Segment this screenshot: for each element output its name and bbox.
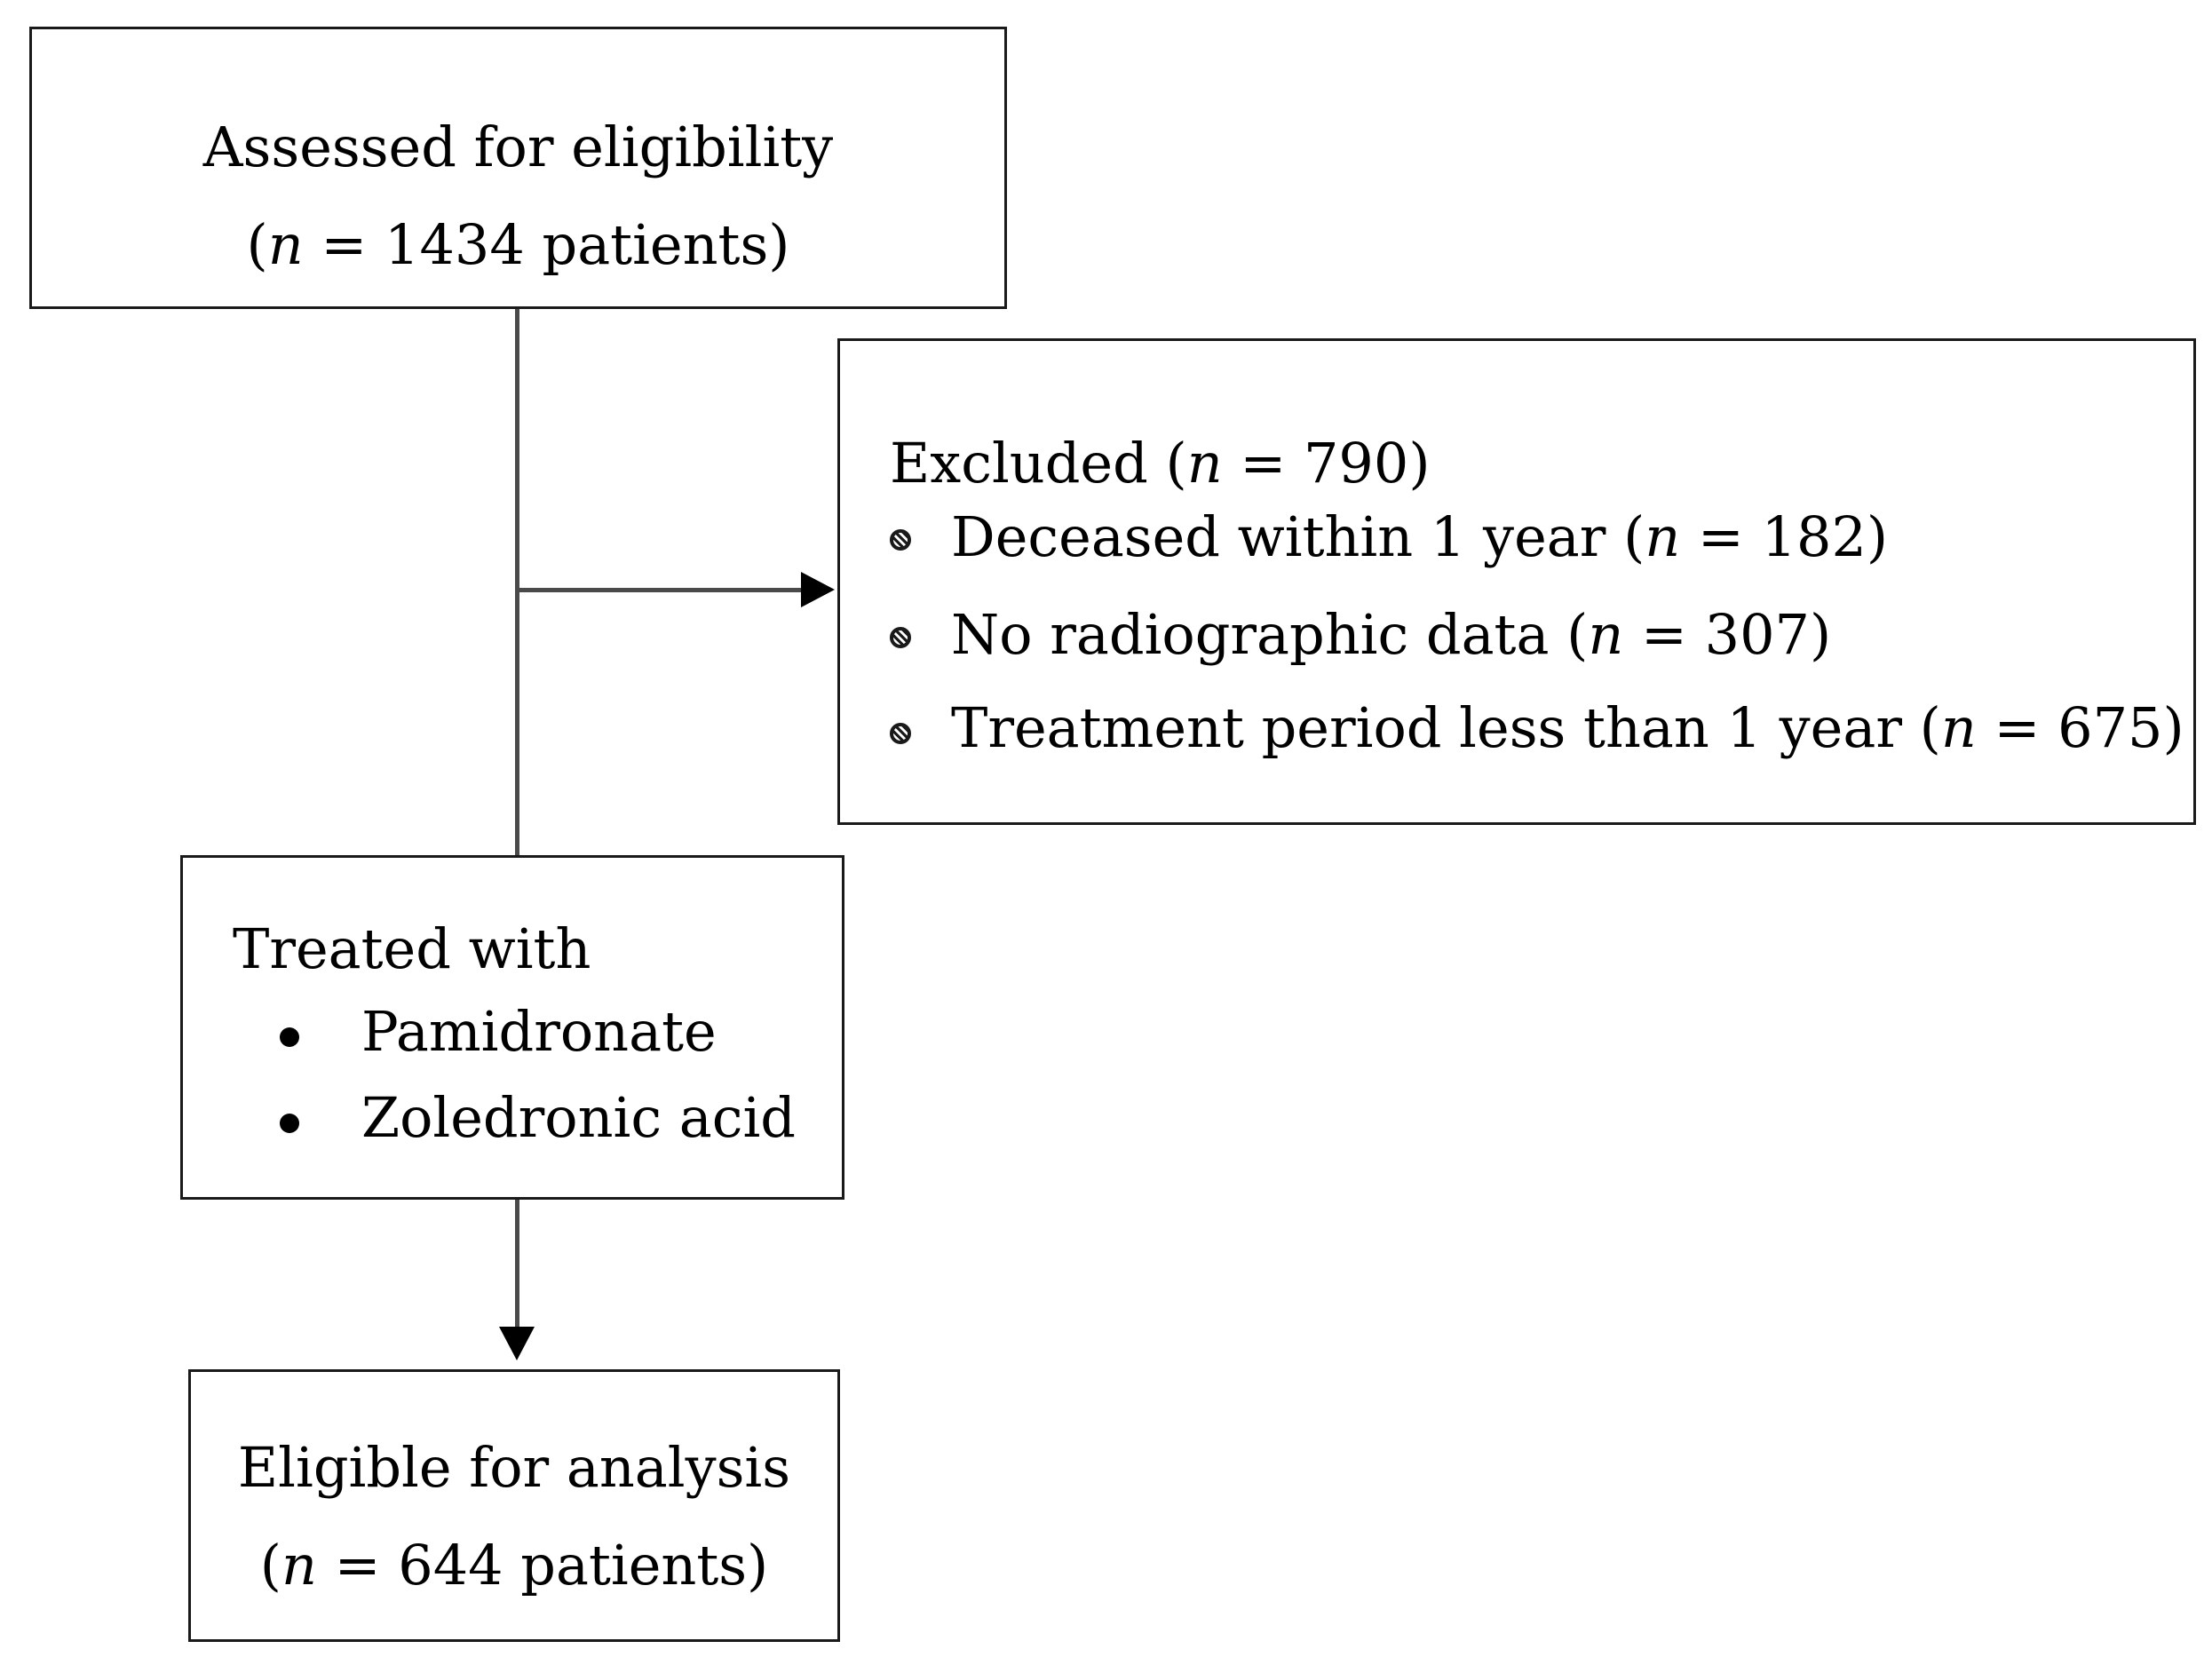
eligible-arrowhead: [499, 1327, 535, 1360]
excluded-item-rest: = 182): [1680, 504, 1889, 569]
assessed-count-rest: = 1434 patients): [303, 212, 790, 277]
excluded-item: [951, 504, 1889, 569]
bullet-icon: [280, 1027, 299, 1047]
assessed-box: [29, 27, 1007, 309]
n-symbol: n: [1645, 504, 1681, 569]
n-symbol: n: [1940, 695, 1977, 760]
excluded-item: [951, 602, 1832, 667]
n-symbol: n: [1186, 431, 1223, 496]
excluded-title-label: Excluded (: [890, 431, 1187, 496]
excluded-item: [951, 695, 2184, 760]
excluded-item-rest: = 675): [1976, 695, 2184, 760]
excluded-item-label: Deceased within 1 year (: [951, 504, 1645, 569]
treated-box: [180, 855, 844, 1200]
eligible-box: [188, 1369, 840, 1642]
eligible-count-rest: = 644 patients): [316, 1533, 769, 1598]
treatment-item: Pamidronate: [361, 999, 717, 1064]
excluded-box: [837, 338, 2196, 825]
hatched-bullet-icon: [890, 723, 911, 744]
n-symbol: n: [1588, 602, 1624, 667]
assessed-label: Assessed for eligibility: [202, 115, 834, 179]
lower-vertical-connector: [515, 1197, 519, 1328]
n-symbol: n: [267, 212, 304, 277]
bullet-icon: [280, 1114, 299, 1133]
exclusion-branch-connector: [515, 588, 804, 592]
eligible-count: [191, 1533, 837, 1598]
excluded-item-rest: = 307): [1623, 602, 1832, 667]
eligible-count-open: (: [259, 1533, 281, 1598]
hatched-bullet-icon: [890, 529, 911, 551]
eligible-label: Eligible for analysis: [237, 1435, 791, 1500]
excluded-item-label: Treatment period less than 1 year (: [951, 695, 1941, 760]
treatment-item: Zoledronic acid: [361, 1085, 796, 1150]
excluded-title-rest: = 790): [1222, 431, 1431, 496]
n-symbol: n: [281, 1533, 317, 1598]
assessed-count: [32, 212, 1004, 277]
main-vertical-connector: [515, 306, 519, 857]
exclusion-arrowhead: [801, 572, 835, 607]
assessed-count-open: (: [246, 212, 268, 277]
hatched-bullet-icon: [890, 627, 911, 648]
treated-title: Treated with: [233, 916, 591, 981]
excluded-title: [890, 431, 1431, 496]
excluded-item-label: No radiographic data (: [951, 602, 1589, 667]
